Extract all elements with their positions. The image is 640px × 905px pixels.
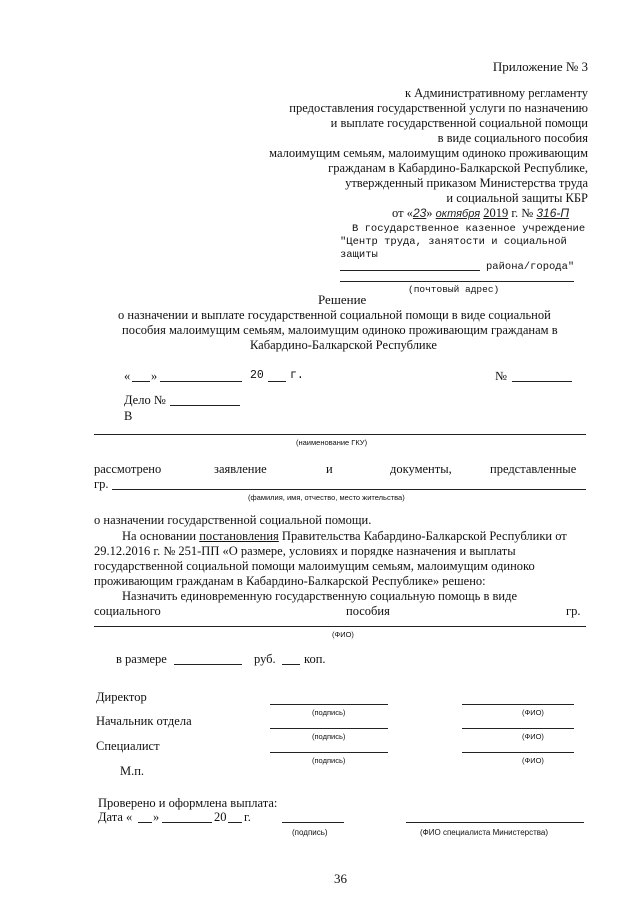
head-label: Начальник отдела (96, 714, 192, 728)
gku-caption: (наименование ГКУ) (296, 438, 368, 447)
director-fio-line (462, 704, 574, 705)
verified-month-line (162, 822, 212, 823)
order-date (392, 206, 569, 221)
verified-year-suffix: г. (244, 810, 251, 824)
decision-number-sign: № (495, 369, 507, 383)
reviewed-word: представленные (490, 462, 577, 476)
verified-title: Проверено и оформлена выплата: (98, 796, 278, 810)
reviewed-gr: гр. (94, 477, 109, 491)
decision-year-suffix: г. (290, 369, 304, 382)
address-line (340, 281, 574, 282)
specialist-fio-line (462, 752, 574, 753)
amount-rub-line (174, 664, 242, 665)
reviewed-word: и (326, 462, 333, 476)
stamp-place: М.п. (120, 764, 145, 778)
appendix-line: малоимущим семьям, малоимущим одиноко проживающим (269, 146, 588, 160)
appendix-line: к Административному регламенту (404, 86, 588, 100)
verified-specialist-caption: (ФИО специалиста Министерства) (420, 828, 549, 837)
specialist-sign-caption: (подпись) (312, 756, 346, 765)
assign-benefit: пособия (346, 604, 390, 618)
decision-subtitle: пособия малоимущим семьям, малоимущим одиноко проживающим гражданам в (122, 323, 558, 337)
appendix-line: предоставления государственной услуги по назначению (289, 101, 588, 115)
recipient-line: района/города" (486, 261, 575, 273)
specialist-label: Специалист (96, 739, 160, 753)
decision-number-line (512, 381, 572, 382)
specialist-sign-line (270, 752, 388, 753)
decision-subtitle: Кабардино-Балкарской Республике (250, 338, 437, 352)
verified-year-line (228, 822, 242, 823)
assign-line: Назначить единовременную государственную социальную помощь в виде (122, 589, 518, 603)
verified-sign-line (282, 822, 344, 823)
applicant-line (112, 489, 586, 490)
reviewed-word: заявление (214, 462, 267, 476)
basis-prefix: На основании (122, 529, 200, 543)
recipient-line: защиты (340, 249, 378, 261)
basis-suffix: Правительства Кабардино-Балкарской Республики от (278, 529, 567, 543)
order-date-day: 23 (412, 206, 427, 220)
recipient-fio-line (94, 626, 586, 627)
gku-line (94, 434, 586, 435)
verified-specialist-line (406, 822, 584, 823)
verified-date-close: » (153, 810, 160, 824)
verified-day-line (138, 822, 152, 823)
appendix-line: и выплате государственной социальной помощи (330, 116, 588, 130)
district-line (340, 270, 480, 271)
basis-line: государственной социальной помощи малоимущим семьям, малоимущим одиноко (94, 559, 535, 573)
order-number: 316-П (536, 206, 570, 220)
basis-link[interactable]: постановления (199, 529, 279, 543)
amount-rub: руб. (254, 652, 276, 666)
recipient-line: "Центр труда, занятости и социальной (340, 236, 567, 248)
appendix-line: в виде социального пособия (437, 131, 588, 145)
recipient-fio-caption: (ФИО) (332, 630, 354, 639)
director-sign-line (270, 704, 388, 705)
decision-year-line (268, 381, 286, 382)
recipient-line: В государственное казенное учреждение (352, 223, 586, 235)
appendix-line: утвержденный приказом Министерства труда (345, 176, 588, 190)
verified-year: 20 (214, 810, 227, 824)
order-date-mid: » (426, 206, 433, 220)
reviewed-purpose: о назначении государственной социальной помощи. (94, 513, 372, 527)
head-fio-line (462, 728, 574, 729)
order-date-year-suffix: г. № (511, 206, 534, 220)
decision-heading: Решение (318, 292, 367, 307)
decision-date-open: « (124, 369, 131, 383)
appendix-line: гражданам в Кабардино-Балкарской Республике, (328, 161, 588, 175)
assign-social: социального (94, 604, 161, 618)
case-label: Дело № (124, 393, 166, 407)
director-sign-caption: (подпись) (312, 708, 346, 717)
decision-subtitle: о назначении и выплате государственной социальной помощи в виде социальной (118, 308, 551, 322)
verified-sign-caption: (подпись) (292, 828, 328, 837)
decision-year: 20 (250, 369, 264, 382)
amount-kop: коп. (304, 652, 326, 666)
assign-gr: гр. (566, 604, 581, 618)
decision-day-line (132, 381, 150, 382)
head-sign-caption: (подпись) (312, 732, 346, 741)
address-caption: (почтовый адрес) (408, 284, 500, 295)
case-in: В (124, 409, 133, 423)
amount-label: в размере (116, 652, 167, 666)
page-number: 36 (334, 871, 347, 886)
basis-line: 29.12.2016 г. № 251-ПП «О размере, условиях и порядке назначения и выплаты (94, 544, 516, 558)
appendix-line: и социальной защиты КБР (446, 191, 588, 205)
head-fio-caption: (ФИО) (522, 732, 544, 741)
amount-kop-line (282, 664, 300, 665)
decision-date-close: » (151, 369, 158, 383)
order-date-prefix: от « (392, 206, 413, 220)
applicant-caption: (фамилия, имя, отчество, место жительства) (248, 493, 405, 502)
director-fio-caption: (ФИО) (522, 708, 544, 717)
reviewed-word: рассмотрено (94, 462, 162, 476)
order-date-year: 2019 (483, 206, 509, 220)
head-sign-line (270, 728, 388, 729)
reviewed-word: документы, (390, 462, 452, 476)
basis-line: проживающим гражданам в Кабардино-Балкарской Республике» решено: (94, 574, 486, 588)
order-date-month: октября (435, 208, 481, 220)
verified-date-label: Дата « (98, 810, 133, 824)
case-number-line (170, 405, 240, 406)
specialist-fio-caption: (ФИО) (522, 756, 544, 765)
decision-month-line (160, 381, 242, 382)
appendix-title: Приложение № 3 (492, 59, 588, 74)
director-label: Директор (96, 690, 147, 704)
basis-line (122, 529, 567, 543)
